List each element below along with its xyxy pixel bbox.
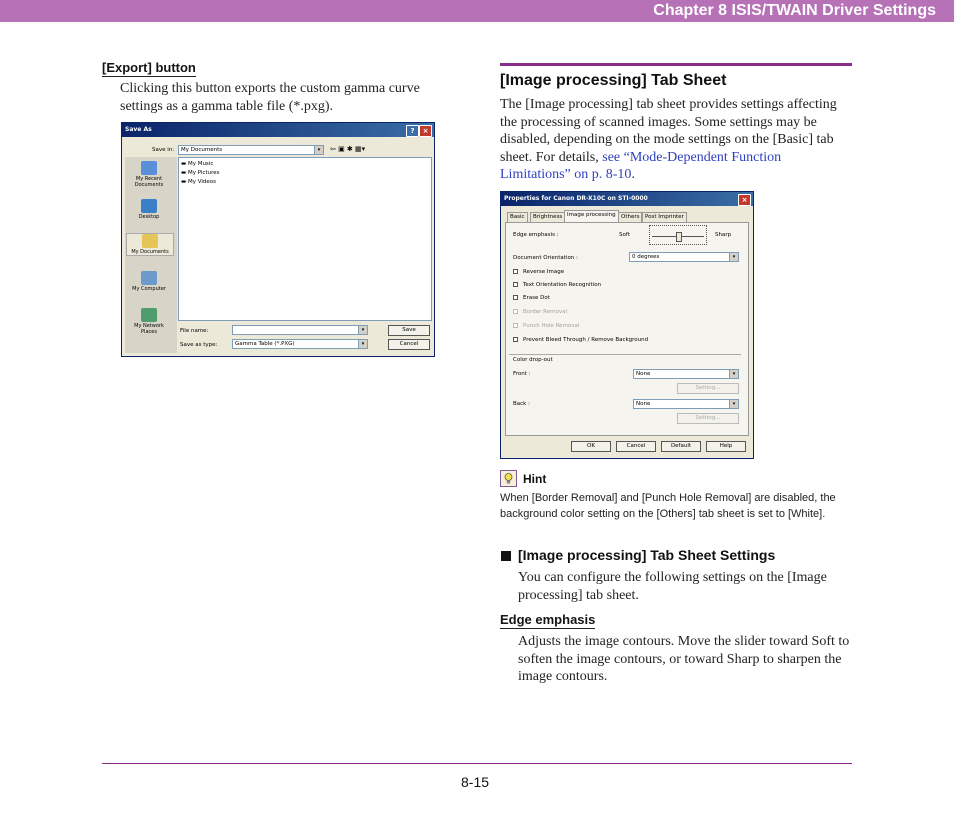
settings-heading: [Image processing] Tab Sheet Settings bbox=[518, 547, 776, 563]
place-network[interactable] bbox=[126, 308, 172, 335]
tab-others[interactable]: Others bbox=[618, 212, 642, 222]
tab-basic[interactable]: Basic bbox=[507, 212, 528, 222]
recent-documents-icon bbox=[141, 161, 157, 175]
save-in-select[interactable] bbox=[178, 145, 324, 155]
chevron-down-icon: ▾ bbox=[729, 400, 738, 408]
orientation-select[interactable]: 0 degrees ▾ bbox=[629, 252, 739, 262]
footer-rule bbox=[102, 763, 852, 764]
close-icon[interactable]: × bbox=[738, 194, 751, 206]
section-rule bbox=[500, 63, 852, 66]
front-select[interactable]: None ▾ bbox=[633, 369, 739, 379]
place-label: My Network Places bbox=[134, 323, 164, 335]
tab-post-imprinter[interactable]: Post Imprinter bbox=[642, 212, 687, 222]
toolbar-icons[interactable]: ⇦ ▣ ✱ ▦▾ bbox=[330, 145, 366, 153]
checkbox-label: Punch Hole Removal bbox=[523, 323, 580, 329]
erase-dot-checkbox[interactable] bbox=[513, 295, 518, 300]
text-orientation-checkbox[interactable] bbox=[513, 282, 518, 287]
chevron-down-icon: ▾ bbox=[358, 340, 367, 348]
sharp-label: Sharp bbox=[715, 232, 732, 238]
cancel-button[interactable]: Cancel bbox=[388, 339, 430, 350]
list-item[interactable]: ▬ My Videos bbox=[181, 179, 216, 185]
place-label: Desktop bbox=[138, 214, 160, 220]
file-name-label: File name: bbox=[180, 328, 209, 334]
back-setting-button[interactable]: Setting... bbox=[677, 413, 739, 424]
soft-label: Soft bbox=[619, 232, 630, 238]
close-icon[interactable]: × bbox=[419, 125, 432, 137]
save-as-title: Save As bbox=[125, 126, 152, 133]
section-paragraph: The [Image processing] tab sheet provides settings affecting the processing of scanned images. Some settings may be disabled, depending on the mode settings on the [Basic] tab sheet. For details, see “Mode-Dependent Function Limitations” on p. 8-10. bbox=[500, 97, 837, 183]
front-setting-button[interactable]: Setting... bbox=[677, 383, 739, 394]
computer-icon bbox=[141, 271, 157, 285]
save-button[interactable]: Save bbox=[388, 325, 430, 336]
bleed-through-checkbox[interactable] bbox=[513, 337, 518, 342]
export-button-heading: [Export] button bbox=[102, 60, 196, 75]
section-heading: [Image processing] Tab Sheet bbox=[500, 72, 727, 89]
back-label: Back : bbox=[513, 401, 530, 407]
hint-text: When [Border Removal] and [Punch Hole Removal] are disabled, the background color setting on the [Others] tab sheet is set to [White]. bbox=[500, 492, 836, 520]
save-in-value: My Documents bbox=[181, 147, 223, 153]
list-item[interactable]: ▬ My Pictures bbox=[181, 170, 220, 176]
chevron-down-icon: ▾ bbox=[314, 146, 323, 154]
properties-dialog bbox=[500, 191, 754, 459]
help-button[interactable]: Help bbox=[706, 441, 746, 452]
save-as-type-select[interactable]: Gamma Table (*.PXG) ▾ bbox=[232, 339, 368, 349]
place-my-documents[interactable] bbox=[126, 233, 174, 256]
list-item[interactable]: ▬ My Music bbox=[181, 161, 214, 167]
place-desktop[interactable] bbox=[126, 199, 172, 220]
border-removal-checkbox[interactable] bbox=[513, 309, 518, 314]
page-number: 8-15 bbox=[461, 774, 490, 790]
place-label: My Documents bbox=[131, 249, 169, 255]
save-as-dialog bbox=[121, 122, 435, 357]
save-as-type-label: Save as type: bbox=[180, 342, 218, 348]
place-recent[interactable] bbox=[126, 161, 172, 188]
place-my-computer[interactable] bbox=[126, 271, 172, 292]
network-icon bbox=[141, 308, 157, 322]
desktop-icon bbox=[141, 199, 157, 213]
chevron-down-icon: ▾ bbox=[358, 326, 367, 334]
file-list[interactable] bbox=[178, 157, 432, 321]
properties-title: Properties for Canon DR-X10C on STI-0000 bbox=[504, 195, 648, 202]
checkbox-label: Reverse Image bbox=[523, 269, 565, 275]
folder-icon bbox=[142, 234, 158, 248]
chevron-down-icon: ▾ bbox=[729, 370, 738, 378]
checkbox-label: Prevent Bleed Through / Remove Background bbox=[523, 337, 649, 343]
front-label: Front : bbox=[513, 371, 531, 377]
reverse-image-checkbox[interactable] bbox=[513, 269, 518, 274]
save-in-label: Save in: bbox=[152, 147, 175, 153]
cancel-button[interactable]: Cancel bbox=[616, 441, 656, 452]
default-button[interactable]: Default bbox=[661, 441, 701, 452]
export-paragraph: Clicking this button exports the custom gamma curve settings as a gamma table file (*.pxg). bbox=[120, 81, 420, 114]
tab-brightness[interactable]: Brightness bbox=[530, 212, 565, 222]
orientation-label: Document Orientation : bbox=[513, 255, 578, 261]
ok-button[interactable]: OK bbox=[571, 441, 611, 452]
place-label: My Recent Documents bbox=[134, 176, 164, 188]
edge-emphasis-heading: Edge emphasis bbox=[500, 612, 596, 627]
edge-emphasis-text: Adjusts the image contours. Move the slider toward Soft to soften the image contours, or toward Sharp to sharpen the image contours. bbox=[518, 634, 850, 685]
checkbox-label: Border Removal bbox=[523, 309, 568, 315]
file-name-input[interactable] bbox=[232, 325, 368, 335]
tab-image-processing[interactable]: Image processing bbox=[564, 210, 619, 223]
slider-thumb[interactable] bbox=[676, 232, 682, 242]
help-icon[interactable]: ? bbox=[406, 125, 419, 137]
edge-emphasis-label: Edge emphasis : bbox=[513, 232, 559, 238]
settings-text: You can configure the following settings on the [Image processing] tab sheet. bbox=[518, 570, 827, 603]
hint-title: Hint bbox=[523, 472, 547, 486]
checkbox-label: Text Orientation Recognition bbox=[523, 282, 602, 288]
punch-hole-checkbox[interactable] bbox=[513, 323, 518, 328]
divider bbox=[509, 354, 741, 355]
checkbox-label: Erase Dot bbox=[523, 295, 550, 301]
back-select[interactable]: None ▾ bbox=[633, 399, 739, 409]
save-as-titlebar bbox=[122, 123, 434, 137]
chapter-header-bar bbox=[0, 0, 954, 22]
square-bullet-icon bbox=[501, 551, 511, 561]
chapter-title: Chapter 8 ISIS/TWAIN Driver Settings bbox=[653, 2, 936, 19]
chevron-down-icon: ▾ bbox=[729, 253, 738, 261]
edge-emphasis-slider[interactable] bbox=[649, 225, 707, 245]
properties-titlebar bbox=[501, 192, 753, 206]
place-label: My Computer bbox=[132, 286, 166, 292]
cross-reference-link[interactable]: see “Mode-Dependent Function Limitations” on p. 8-10 bbox=[500, 149, 782, 183]
lightbulb-icon bbox=[500, 470, 517, 487]
color-dropout-label: Color drop-out bbox=[513, 357, 553, 363]
